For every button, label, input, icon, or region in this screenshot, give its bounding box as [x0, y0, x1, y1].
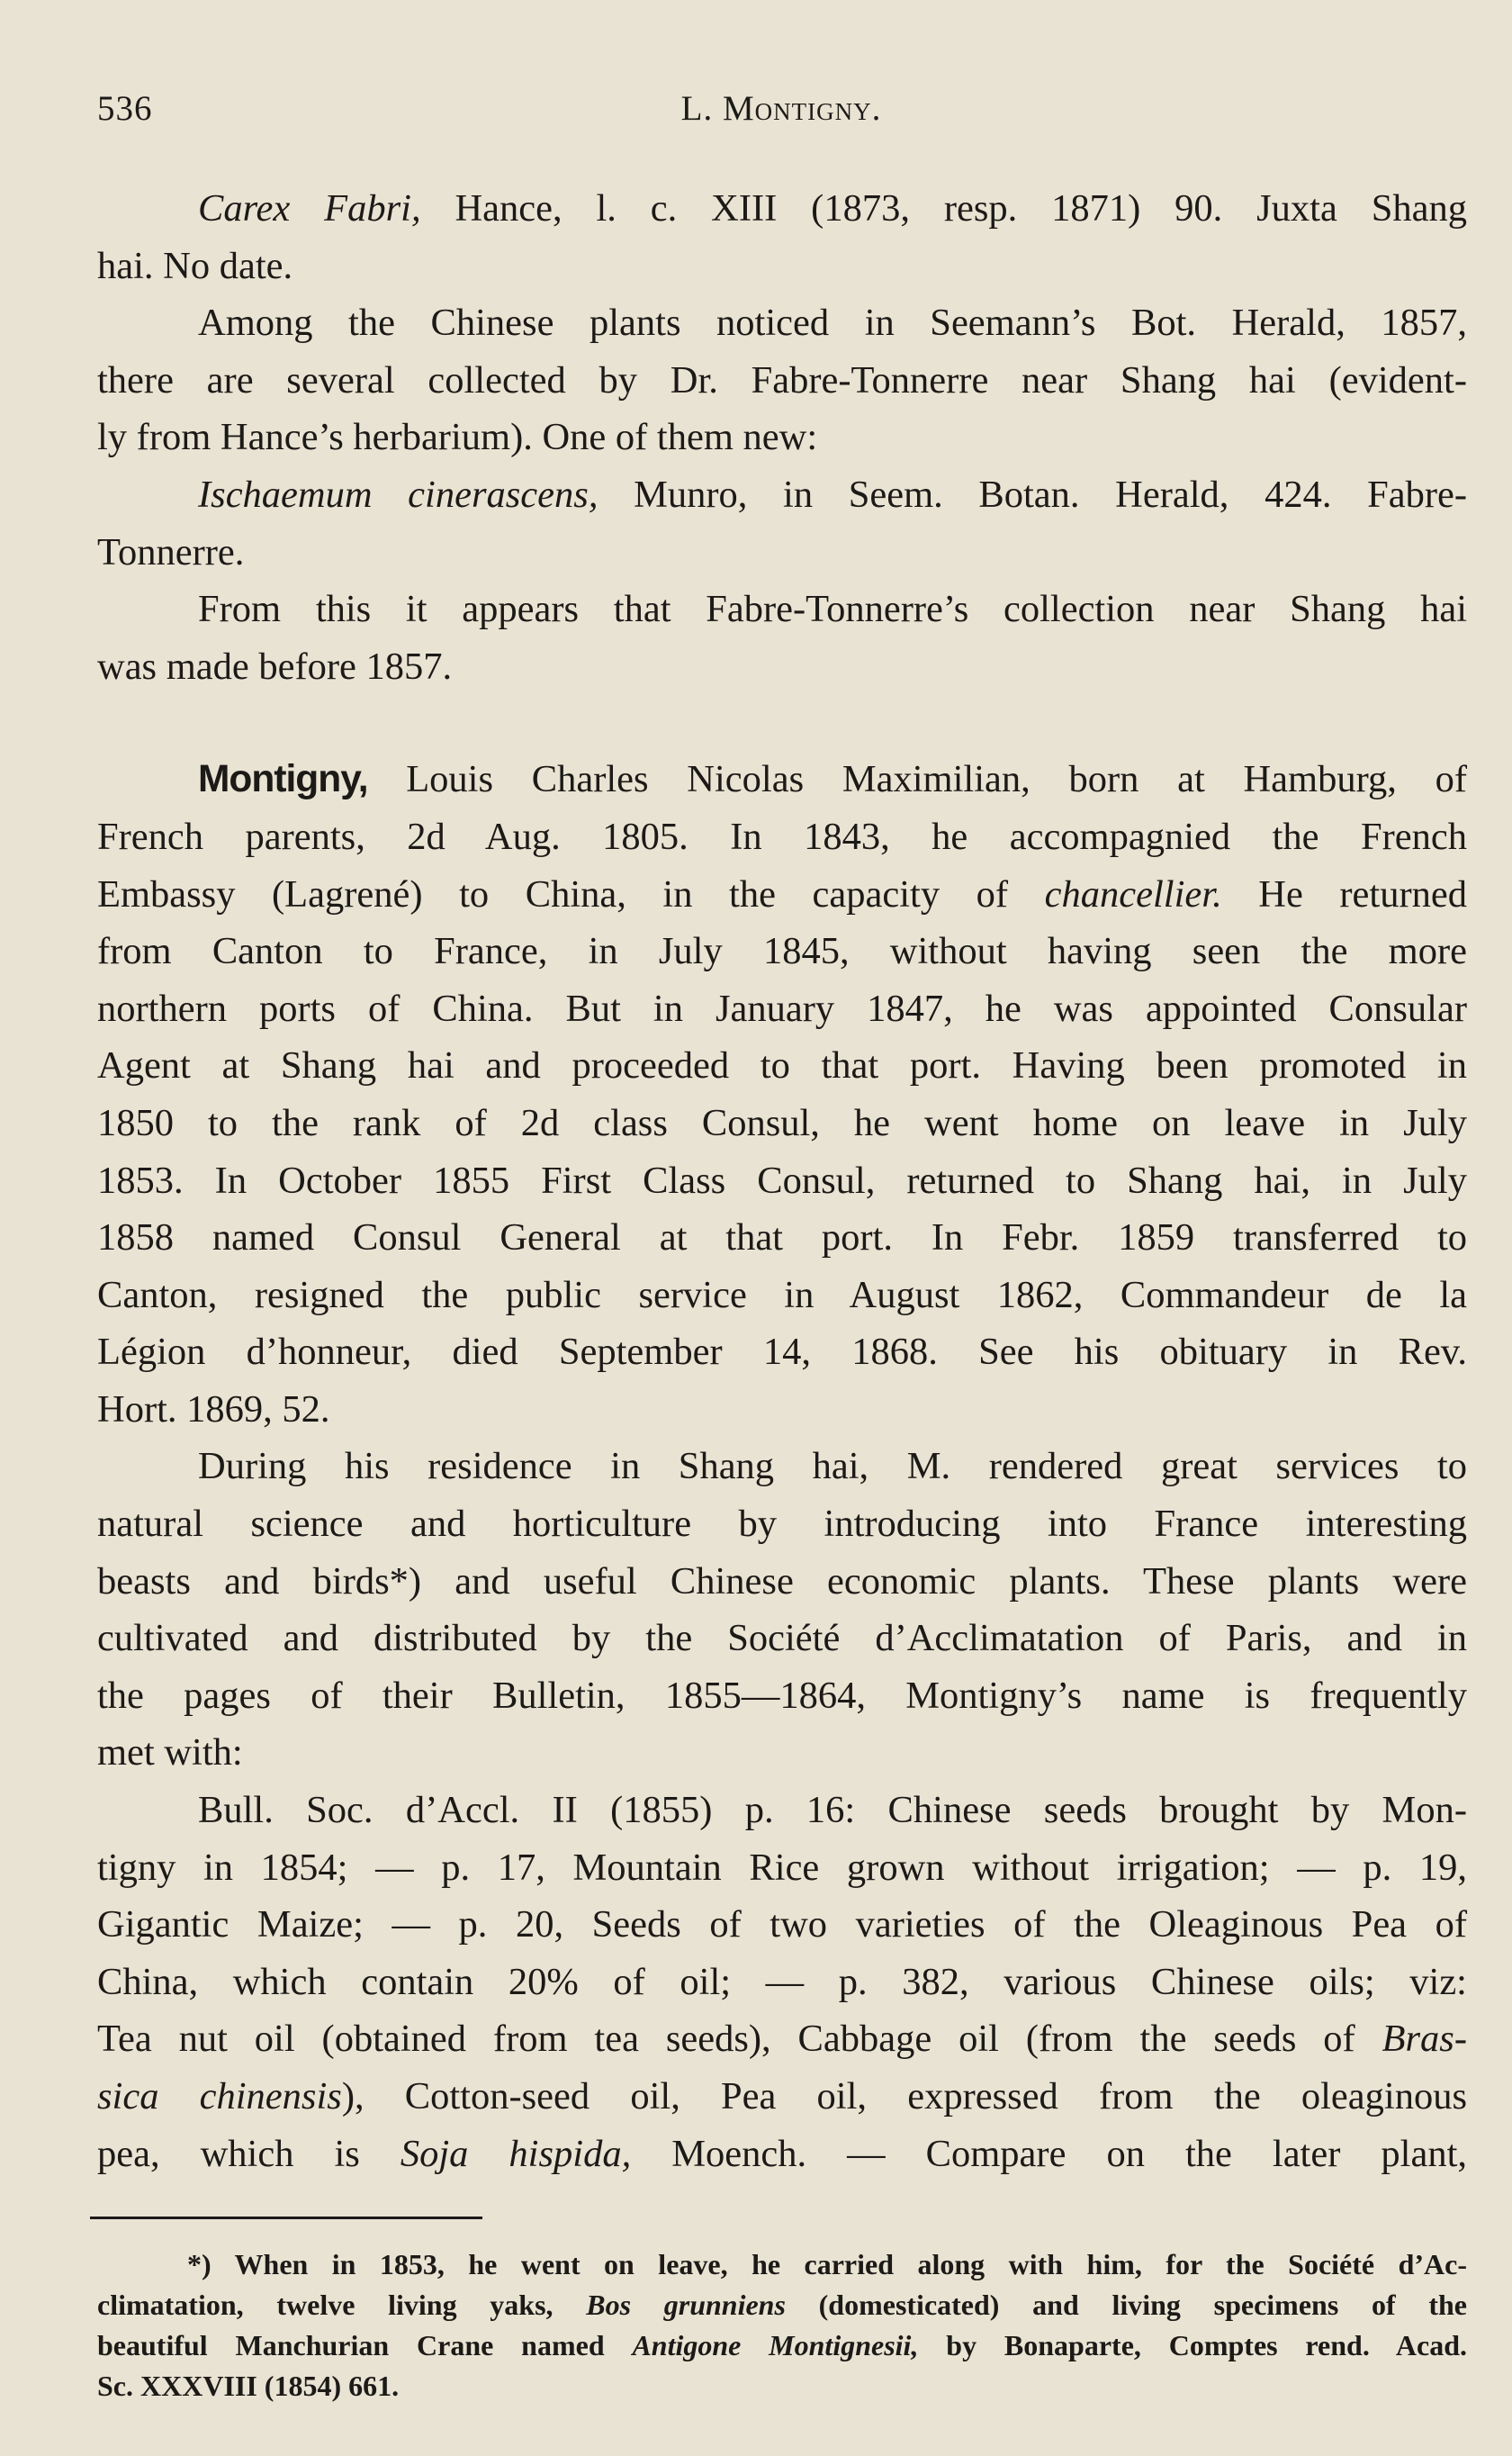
text-line: beasts and birds*) and useful Chinese economic plants. These plants were	[97, 1559, 1467, 1603]
text-line: From this it appears that Fabre-Tonnerre’s collection near Shang hai	[198, 588, 1467, 631]
text-line: Tonnerre.	[97, 530, 245, 573]
text-line: 1853. In October 1855 First Class Consul, returned to Shang hai, in July	[97, 1159, 1467, 1202]
species-name: Ischaemum cinerascens,	[198, 473, 598, 516]
paragraph-carex-fabri	[97, 180, 1467, 294]
text-line: During his residence in Shang hai, M. rendered great services to	[198, 1445, 1467, 1488]
text-line: Canton, resigned the public service in August 1862, Commandeur de la	[97, 1273, 1467, 1316]
text-line: Agent at Shang hai and proceeded to that port. Having been promoted in	[97, 1044, 1467, 1088]
footnote-line: climatation, twelve living yaks, Bos grunniens (domesticated) and living specimens of the	[97, 2289, 1467, 2321]
body-text	[97, 180, 1467, 2182]
entry-montigny	[97, 751, 1467, 1438]
text-line: was made before 1857.	[97, 645, 453, 688]
footnote	[97, 2244, 1467, 2406]
page-header	[97, 88, 1465, 142]
footnote-line: Sc. XXXVIII (1854) 661.	[97, 2370, 400, 2402]
page-number: 536	[97, 89, 153, 128]
text-line: natural science and horticulture by introducing into France interesting	[97, 1503, 1467, 1546]
text-line: the pages of their Bulletin, 1855—1864, Montigny’s name is frequently	[97, 1674, 1467, 1717]
text-line: tigny in 1854; — p. 17, Mountain Rice grown without irrigation; — p. 19,	[97, 1846, 1467, 1889]
text-line: Bull. Soc. d’Accl. II (1855) p. 16: Chinese seeds brought by Mon-	[198, 1789, 1467, 1832]
footnote-line: beautiful Manchurian Crane named Antigone Montignesii, by Bonaparte, Comptes rend. Acad.	[97, 2329, 1468, 2361]
text-line: northern ports of China. But in January 1847, he was appointed Consular	[97, 987, 1467, 1030]
paragraph-ischaemum	[97, 466, 1467, 581]
text-line: 1850 to the rank of 2d class Consul, he went home on leave in July	[97, 1101, 1467, 1144]
paragraph-bulletin	[97, 1782, 1467, 2182]
paragraph-residence	[97, 1438, 1467, 1782]
text-line: cultivated and distributed by the Société d’Acclimatation of Paris, and in	[97, 1617, 1467, 1660]
text-line: there are several collected by Dr. Fabre-Tonnerre near Shang hai (evident-	[97, 358, 1467, 402]
running-head: L. Montigny.	[680, 89, 882, 128]
section-gap	[97, 695, 1467, 751]
footnote-rule	[90, 2217, 482, 2219]
text-line: Embassy (Lagrené) to China, in the capacity of chancellier. He returned	[97, 872, 1467, 916]
text-line: Among the Chinese plants noticed in Seemann’s Bot. Herald, 1857,	[198, 302, 1467, 345]
text-line: hai. No date.	[97, 244, 293, 287]
text-line: French parents, 2d Aug. 1805. In 1843, he accompagnied the French	[97, 815, 1467, 858]
species-name: Carex Fabri,	[198, 187, 421, 230]
text-line: Ischaemum cinerascens, Munro, in Seem. Botan. Herald, 424. Fabre-	[198, 473, 1467, 516]
footnote-line: *) When in 1853, he went on leave, he carried along with him, for the Société d’Ac-	[187, 2248, 1467, 2280]
text-line: Montigny, Louis Charles Nicolas Maximilian, born at Hamburg, of	[198, 758, 1467, 801]
text-line: from Canton to France, in July 1845, without having seen the more	[97, 930, 1467, 973]
entry-heading: Montigny,	[198, 758, 368, 801]
paragraph-seemann	[97, 294, 1467, 466]
text-line: pea, which is Soja hispida, Moench. — Compare on the later plant,	[97, 2132, 1467, 2175]
text-line: Tea nut oil (obtained from tea seeds), Cabbage oil (from the seeds of Bras-	[97, 2018, 1467, 2061]
text-line: Légion d’honneur, died September 14, 1868. See his obituary in Rev.	[97, 1331, 1467, 1374]
text-line: Hort. 1869, 52.	[97, 1387, 330, 1431]
text-line: Gigantic Maize; — p. 20, Seeds of two varieties of the Oleaginous Pea of	[97, 1903, 1467, 1946]
text-line: sica chinensis), Cotton-seed oil, Pea oil, expressed from the oleaginous	[97, 2075, 1467, 2117]
text-line: ly from Hance’s herbarium). One of them new:	[97, 416, 818, 459]
text-line: Carex Fabri, Hance, l. c. XIII (1873, resp. 1871) 90. Juxta Shang	[198, 187, 1467, 230]
text-line: 1858 named Consul General at that port. In Febr. 1859 transferred to	[97, 1216, 1467, 1260]
paragraph-fabre-tonnerre	[97, 581, 1467, 695]
text-line: China, which contain 20% of oil; — p. 382, various Chinese oils; viz:	[97, 1960, 1467, 2003]
text-line: met with:	[97, 1731, 243, 1774]
